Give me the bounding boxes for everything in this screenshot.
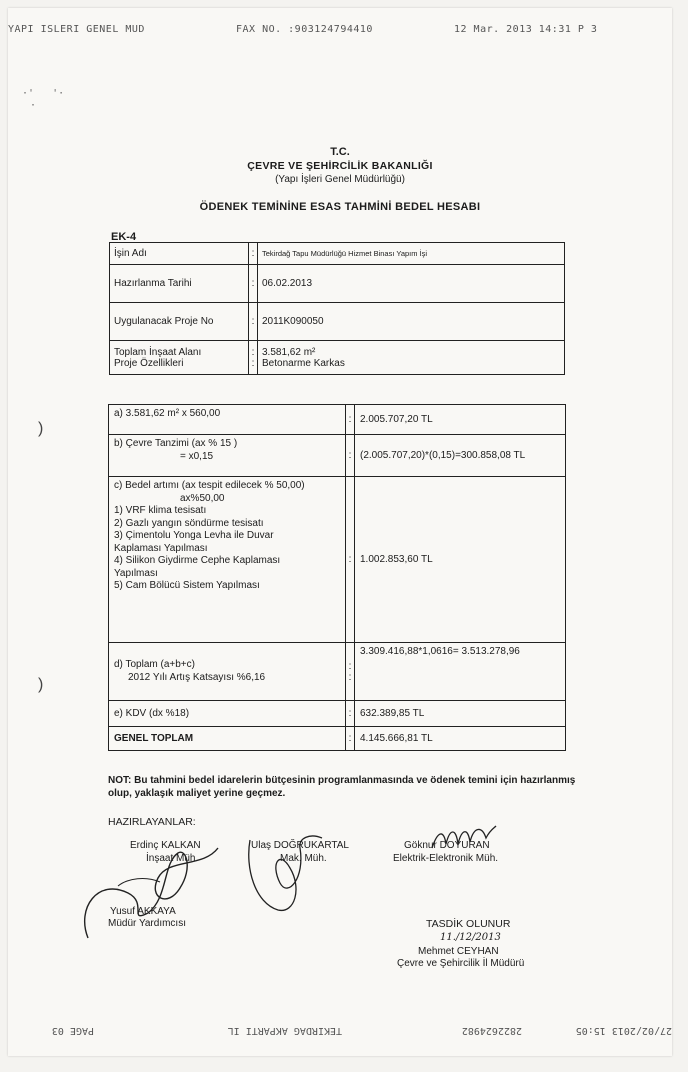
calc-label: d) Toplam (a+b+c) <box>114 659 195 670</box>
approval-title: Çevre ve Şehircilik İl Müdürü <box>397 958 525 969</box>
margin-mark: ) <box>38 676 44 693</box>
signatory-title: Elektrik-Elektronik Müh. <box>393 853 499 864</box>
prepared-by-label: HAZIRLAYANLAR: <box>108 816 196 828</box>
margin-mark: ) <box>38 420 44 437</box>
info-label: Uygulanacak Proje No <box>110 303 249 341</box>
document-title: ÖDENEK TEMİNİNE ESAS TAHMİNİ BEDEL HESABI <box>199 201 481 213</box>
info-value: 3.581,62 m² <box>262 346 316 358</box>
calc-row-d <box>109 643 566 701</box>
approval-label: TASDİK OLUNUR <box>426 918 511 930</box>
calc-sublabel: ax%50,00 <box>180 492 225 504</box>
calc-colon: : <box>346 435 355 477</box>
fax-footer-page: PAGE 03 <box>51 1025 94 1036</box>
info-row <box>110 303 565 341</box>
info-row <box>110 265 565 303</box>
calc-row-c <box>109 477 566 643</box>
calc-label: c) Bedel artımı (ax tespit edilecek % 50,00) <box>114 480 305 491</box>
signatory-title: Mak. Müh. <box>280 853 327 864</box>
signature-dogrukartal <box>240 828 330 918</box>
info-label: İşin Adı <box>110 243 249 265</box>
header-country: T.C. <box>330 146 350 158</box>
calc-row-b <box>109 435 566 477</box>
calc-label-group <box>109 477 346 643</box>
signatory-title: Müdür Yardımcısı <box>108 918 186 929</box>
document-page <box>8 8 672 1056</box>
fax-footer-sender: TEKIRDAG AKPARTI IL <box>227 1025 342 1036</box>
calc-row-a <box>109 405 566 435</box>
calc-colon: : : <box>346 643 355 701</box>
cost-calculation-table <box>108 404 566 751</box>
fax-datetime: 12 Mar. 2013 14:31 P 3 <box>454 24 598 35</box>
calc-value: 2.005.707,20 TL <box>355 405 566 435</box>
calc-label-group <box>109 435 346 477</box>
info-label: Hazırlanma Tarihi <box>110 265 249 303</box>
calc-row-total <box>109 727 566 751</box>
calc-label: a) 3.581,62 m² x 560,00 <box>109 405 346 435</box>
info-colon: : <box>249 303 258 341</box>
calc-value: 3.309.416,88*1,0616= 3.513.278,96 <box>355 643 566 701</box>
calc-colon: : <box>346 477 355 643</box>
calc-value: 632.389,85 TL <box>355 701 566 727</box>
calc-item: Yapılması <box>114 567 158 579</box>
info-label-group <box>110 341 249 375</box>
calc-value: 1.002.853,60 TL <box>355 477 566 643</box>
calc-colon: : <box>346 701 355 727</box>
signatory-name: Erdinç KALKAN <box>130 840 201 851</box>
info-value-group <box>258 341 565 375</box>
calc-colon: : <box>346 727 355 751</box>
info-colon: : : <box>249 341 258 375</box>
info-colon: : <box>249 265 258 303</box>
project-info-table <box>109 242 565 375</box>
info-label: Proje Özellikleri <box>114 357 184 369</box>
note-text: NOT: Bu tahmini bedel idarelerin bütçesinin programlanmasında ve ödenek temini için hazırlanmış olup, yaklaşık maliyet yerine geçmez. <box>108 775 576 799</box>
signatory-name: Yusuf AKKAYA <box>110 906 176 917</box>
approval-date: 11./12/2013 <box>440 932 501 943</box>
calc-label: b) Çevre Tanzimi (ax % 15 ) <box>114 438 238 449</box>
signatory-name: Göknur DOYURAN <box>404 840 490 851</box>
signature-doyuran <box>428 820 498 854</box>
calc-label: e) KDV (dx %18) <box>109 701 346 727</box>
info-colon: : <box>249 243 258 265</box>
approval-name: Mehmet CEYHAN <box>418 946 499 957</box>
calc-label: GENEL TOPLAM <box>109 727 346 751</box>
header-directorate: (Yapı İşleri Genel Müdürlüğü) <box>275 174 405 185</box>
signatory-name: Ulaş DOĞRUKARTAL <box>251 840 349 851</box>
fax-sender: YAPI ISLERI GENEL MUD <box>8 24 145 35</box>
info-row <box>110 243 565 265</box>
calc-row-e <box>109 701 566 727</box>
header-ministry: ÇEVRE VE ŞEHİRCİLİK BAKANLIĞI <box>247 160 433 172</box>
info-label: Toplam İnşaat Alanı <box>114 346 202 358</box>
scan-speck: ·' '· <box>22 88 65 99</box>
fax-number: FAX NO. :903124794410 <box>236 24 373 35</box>
calc-colon: : <box>346 405 355 435</box>
info-value: Betonarme Karkas <box>262 357 345 369</box>
fax-footer-number: 2822624982 <box>461 1025 522 1036</box>
calc-item: 5) Cam Bölücü Sistem Yapılması <box>114 580 260 591</box>
calc-label-group <box>109 643 346 701</box>
calc-value: (2.005.707,20)*(0,15)=300.858,08 TL <box>355 435 566 477</box>
annex-label: EK-4 <box>111 231 137 243</box>
fax-footer-datetime: 27/02/2013 15:05 <box>575 1025 672 1036</box>
signatory-title: İnşaat Müh. <box>146 853 199 864</box>
calc-sublabel: = x0,15 <box>180 450 214 462</box>
fax-header <box>8 24 668 42</box>
fax-footer-inverted <box>8 1018 672 1036</box>
info-row <box>110 341 565 375</box>
info-value: 06.02.2013 <box>258 265 565 303</box>
calc-sublabel: 2012 Yılı Artış Katsayısı %6,16 <box>128 671 266 683</box>
scan-speck: · <box>30 100 37 111</box>
info-value: 2011K090050 <box>258 303 565 341</box>
calc-value: 4.145.666,81 TL <box>355 727 566 751</box>
calc-item: 2) Gazlı yangın söndürme tesisatı <box>114 517 264 529</box>
info-value: Tekirdağ Tapu Müdürlüğü Hizmet Binası Yapım İşi <box>258 243 565 265</box>
calc-item: Kaplaması Yapılması <box>114 542 208 554</box>
signature-akkaya-kalkan <box>68 838 238 948</box>
calc-item: 1) VRF klima tesisatı <box>114 505 207 516</box>
calc-item: 3) Çimentolu Yonga Levha ile Duvar <box>114 530 274 541</box>
calc-item: 4) Silikon Giydirme Cephe Kaplaması <box>114 555 281 566</box>
